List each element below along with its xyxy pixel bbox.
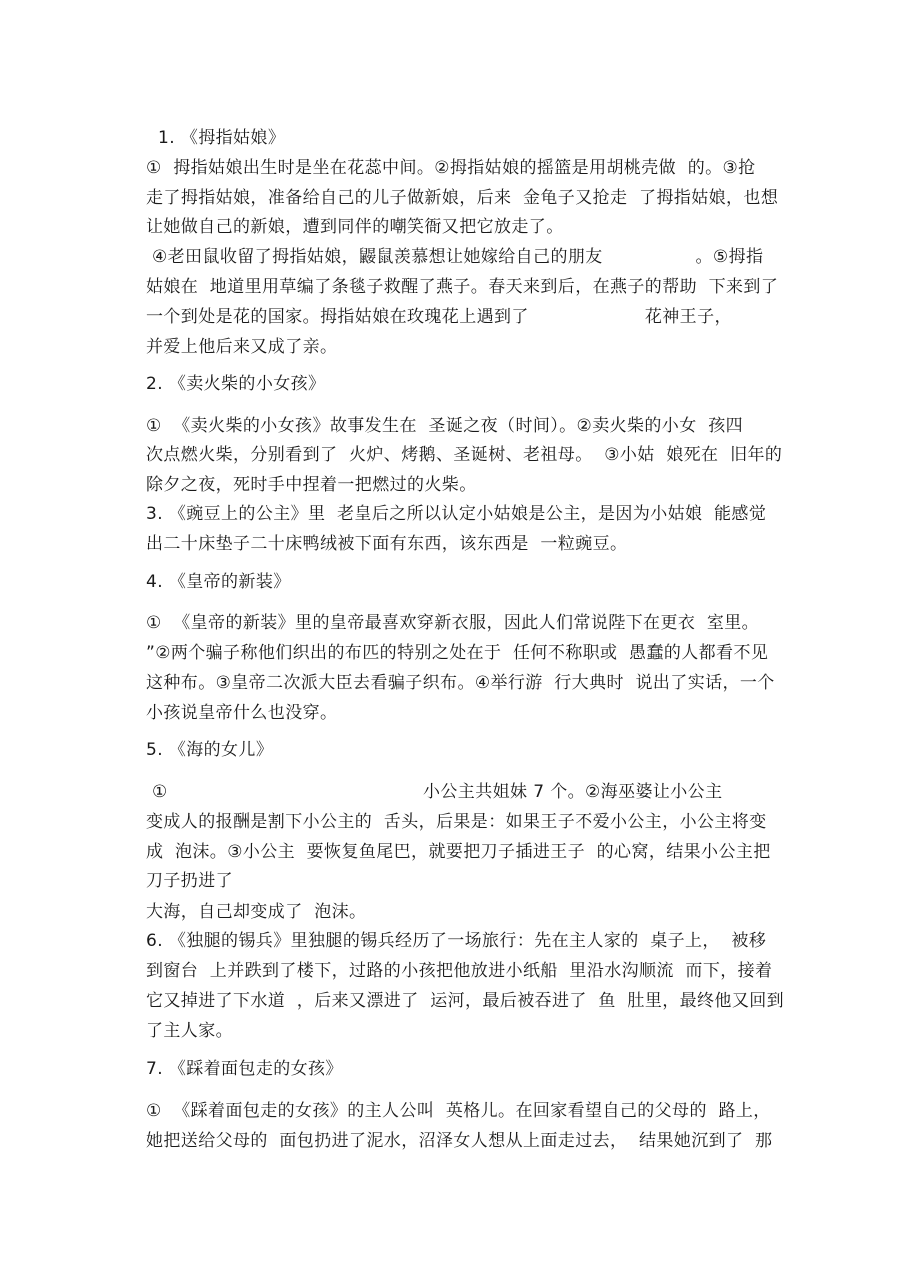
text-line: ④老田鼠收留了拇指姑娘，鼹鼠羡慕想让她嫁给自己的朋友 。⑤拇指 bbox=[152, 247, 764, 267]
text-line: ① 《踩着面包走的女孩》的主人公叫 英格儿。在回家看望自己的父母的 路上， bbox=[146, 1101, 771, 1121]
section-heading-thumbelina: 1. 《拇指姑娘》 bbox=[158, 128, 286, 148]
text-line: 大海，自己却变成了 泡沫。 bbox=[146, 902, 367, 922]
text-line: 这种布。③皇帝二次派大臣去看骗子织布。④举行游 行大典时 说出了实话，一个 bbox=[146, 673, 775, 693]
text-line: 小孩说皇帝什么也没穿。 bbox=[146, 703, 338, 723]
text-line: 成 泡沫。③小公主 要恢复鱼尾巴，就要把刀子插进王子 的心窝，结果小公主把 bbox=[146, 842, 771, 862]
section-heading-little-mermaid: 5. 《海的女儿》 bbox=[146, 740, 274, 760]
text-line: 走了拇指姑娘，准备给自己的儿子做新娘，后来 金龟子又抢走 了拇指姑娘，也想 bbox=[146, 188, 779, 208]
text-line: 并爱上他后来又成了亲。 bbox=[146, 337, 338, 357]
text-line: 一个到处是花的国家。拇指姑娘在玫瑰花上遇到了 花神王子， bbox=[146, 307, 732, 327]
text-line: ① 《皇帝的新装》里的皇帝最喜欢穿新衣服，因此人们常说陛下在更衣 室里。 bbox=[146, 613, 760, 633]
text-line: ① 《卖火柴的小女孩》故事发生在 圣诞之夜（时间）。②卖火柴的小女 孩四 bbox=[146, 416, 744, 436]
text-line: 变成人的报酬是割下小公主的 舌头，后果是：如果王子不爱小公主，小公主将变 bbox=[146, 812, 767, 832]
section-heading-steadfast-tin-soldier: 6. 《独腿的锡兵》里独腿的锡兵经历了一场旅行：先在主人家的 桌子上， 被移 bbox=[146, 931, 767, 951]
text-line: 出二十床垫子二十床鸭绒被下面有东西，该东西是 一粒豌豆。 bbox=[146, 534, 628, 554]
text-line: 她把送给父母的 面包扔进了泥水，沼泽女人想从上面走过去， 结果她沉到了 那 bbox=[146, 1131, 773, 1151]
text-line: 它又掉进了下水道 ，后来又漂进了 运河，最后被吞进了 鱼 肚里，最终他又回到 bbox=[146, 991, 785, 1011]
text-line: 姑娘在 地道里用草编了条毯子救醒了燕子。春天来到后，在燕子的帮助 下来到了 bbox=[146, 277, 779, 297]
text-line: 次点燃火柴，分别看到了 火炉、烤鹅、圣诞树、老祖母。 ③小姑 娘死在 旧年的 bbox=[146, 445, 783, 465]
section-heading-little-match-girl: 2. 《卖火柴的小女孩》 bbox=[146, 374, 326, 394]
text-line: 到窗台 上并跌到了楼下，过路的小孩把他放进小纸船 里沿水沟顺流 而下，接着 bbox=[146, 961, 773, 981]
text-line: 让她做自己的新娘，遭到同伴的嘲笑衙又把它放走了。 bbox=[146, 217, 564, 237]
section-heading-girl-who-trod-on-loaf: 7. 《踩着面包走的女孩》 bbox=[146, 1059, 343, 1079]
text-line: ① 拇指姑娘出生时是坐在花蕊中间。②拇指姑娘的摇篮是用胡桃壳做 的。③抢 bbox=[146, 158, 756, 178]
text-line: 了主人家。 bbox=[146, 1021, 233, 1041]
text-line: ① 小公主共姐妹 7 个。②海巫婆让小公主 bbox=[152, 782, 723, 802]
text-line: ”②两个骗子称他们织出的布匹的特别之处在于 任何不称职或 愚蠢的人都看不见 bbox=[146, 643, 769, 663]
section-heading-princess-and-pea: 3. 《豌豆上的公主》里 老皇后之所以认定小姑娘是公主，是因为小姑娘 能感觉 bbox=[146, 504, 767, 524]
section-heading-emperors-new-clothes: 4. 《皇帝的新装》 bbox=[146, 572, 291, 592]
text-line: 除夕之夜，死时手中捏着一把燃过的火柴。 bbox=[146, 475, 477, 495]
text-line: 刀子扔进了 bbox=[146, 871, 233, 891]
